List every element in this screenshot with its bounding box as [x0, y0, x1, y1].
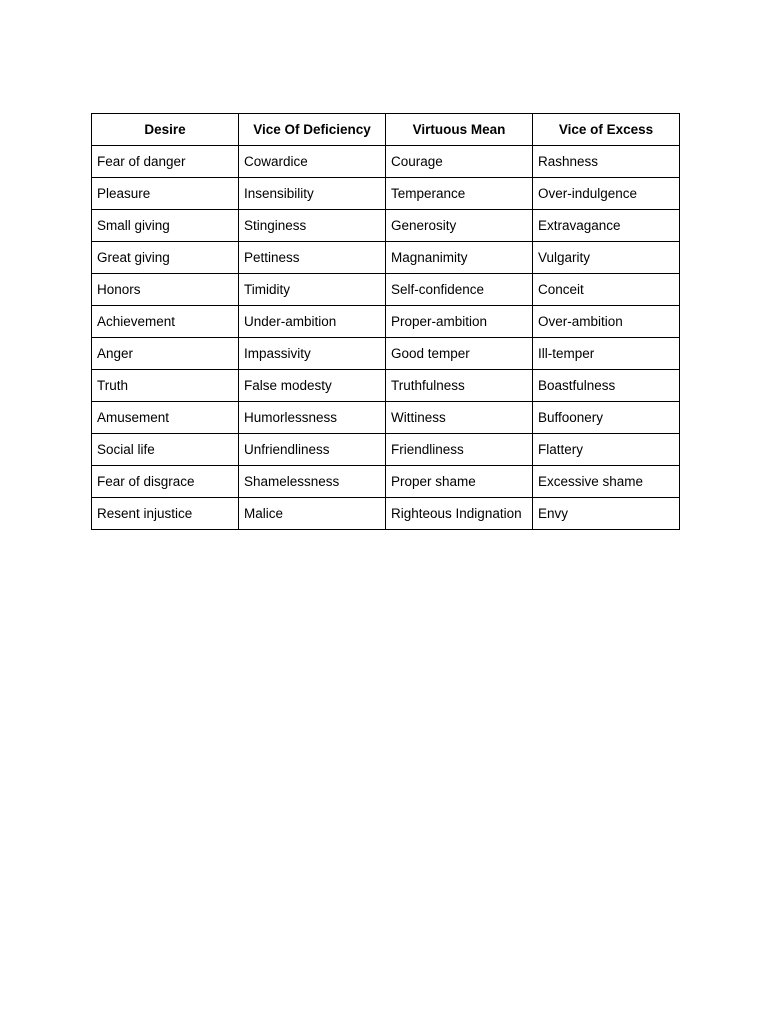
header-virtuous-mean: Virtuous Mean	[386, 114, 533, 146]
cell-virtuous-mean: Magnanimity	[386, 242, 533, 274]
cell-virtuous-mean: Courage	[386, 146, 533, 178]
cell-virtuous-mean: Truthfulness	[386, 370, 533, 402]
cell-virtuous-mean: Friendliness	[386, 434, 533, 466]
cell-vice-of-excess: Boastfulness	[533, 370, 680, 402]
cell-vice-of-deficiency: Timidity	[239, 274, 386, 306]
cell-desire: Anger	[92, 338, 239, 370]
header-vice-of-deficiency: Vice Of Deficiency	[239, 114, 386, 146]
table-row	[92, 274, 680, 306]
cell-desire: Pleasure	[92, 178, 239, 210]
table-row	[92, 370, 680, 402]
cell-vice-of-excess: Over-indulgence	[533, 178, 680, 210]
table-row	[92, 402, 680, 434]
cell-desire: Great giving	[92, 242, 239, 274]
cell-vice-of-excess: Over-ambition	[533, 306, 680, 338]
table-header	[92, 114, 680, 146]
cell-vice-of-deficiency: Pettiness	[239, 242, 386, 274]
table-row	[92, 146, 680, 178]
cell-desire: Fear of disgrace	[92, 466, 239, 498]
cell-vice-of-deficiency: Insensibility	[239, 178, 386, 210]
header-vice-of-excess: Vice of Excess	[533, 114, 680, 146]
table-row	[92, 466, 680, 498]
table-row	[92, 178, 680, 210]
cell-virtuous-mean: Proper-ambition	[386, 306, 533, 338]
table-row	[92, 338, 680, 370]
cell-virtuous-mean: Temperance	[386, 178, 533, 210]
cell-vice-of-excess: Ill-temper	[533, 338, 680, 370]
cell-desire: Amusement	[92, 402, 239, 434]
cell-desire: Honors	[92, 274, 239, 306]
cell-virtuous-mean: Righteous Indignation	[386, 498, 533, 530]
cell-vice-of-excess: Rashness	[533, 146, 680, 178]
cell-vice-of-excess: Envy	[533, 498, 680, 530]
cell-vice-of-deficiency: Malice	[239, 498, 386, 530]
cell-vice-of-deficiency: Humorlessness	[239, 402, 386, 434]
cell-vice-of-deficiency: Stinginess	[239, 210, 386, 242]
cell-virtuous-mean: Wittiness	[386, 402, 533, 434]
cell-desire: Truth	[92, 370, 239, 402]
table-header-row	[92, 114, 680, 146]
table-body	[92, 146, 680, 530]
header-desire: Desire	[92, 114, 239, 146]
cell-vice-of-deficiency: Under-ambition	[239, 306, 386, 338]
cell-vice-of-excess: Extravagance	[533, 210, 680, 242]
table-row	[92, 498, 680, 530]
cell-vice-of-excess: Conceit	[533, 274, 680, 306]
cell-desire: Social life	[92, 434, 239, 466]
cell-vice-of-deficiency: Shamelessness	[239, 466, 386, 498]
cell-desire: Fear of danger	[92, 146, 239, 178]
cell-vice-of-excess: Flattery	[533, 434, 680, 466]
cell-vice-of-deficiency: False modesty	[239, 370, 386, 402]
virtue-table	[91, 113, 680, 530]
table-row	[92, 242, 680, 274]
cell-vice-of-excess: Buffoonery	[533, 402, 680, 434]
cell-desire: Achievement	[92, 306, 239, 338]
cell-virtuous-mean: Generosity	[386, 210, 533, 242]
cell-virtuous-mean: Good temper	[386, 338, 533, 370]
cell-desire: Resent injustice	[92, 498, 239, 530]
cell-vice-of-excess: Excessive shame	[533, 466, 680, 498]
cell-vice-of-excess: Vulgarity	[533, 242, 680, 274]
cell-vice-of-deficiency: Unfriendliness	[239, 434, 386, 466]
cell-virtuous-mean: Proper shame	[386, 466, 533, 498]
cell-vice-of-deficiency: Impassivity	[239, 338, 386, 370]
cell-vice-of-deficiency: Cowardice	[239, 146, 386, 178]
table-row	[92, 306, 680, 338]
cell-desire: Small giving	[92, 210, 239, 242]
table-row	[92, 210, 680, 242]
table-row	[92, 434, 680, 466]
cell-virtuous-mean: Self-confidence	[386, 274, 533, 306]
